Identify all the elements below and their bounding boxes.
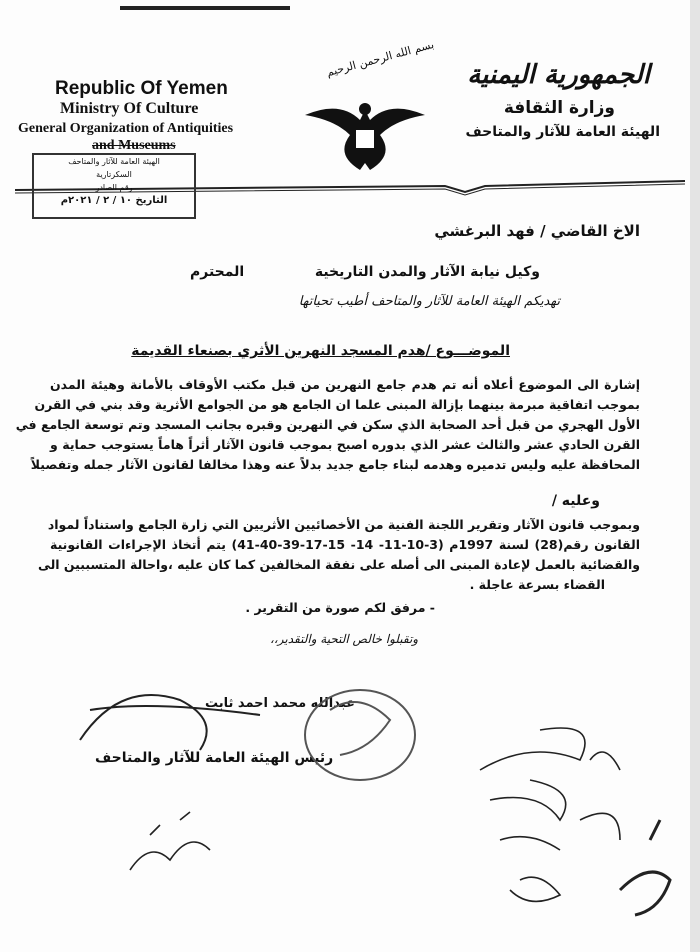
letterhead-en-ministry: Ministry Of Culture xyxy=(60,100,199,117)
stamp-line: رقم الصادر xyxy=(95,183,133,192)
body-line: القضاء بسرعة عاجلة . xyxy=(469,577,605,592)
letterhead-ar-country: الجمهورية اليمنية xyxy=(467,60,650,90)
addressee-honorific: المحترم xyxy=(190,264,245,280)
stamp-line: السكرتارية xyxy=(96,170,132,179)
letterhead-ar-ministry: وزارة الثقافة xyxy=(503,98,615,118)
basmala: بسم الله الرحمن الرحيم xyxy=(325,37,436,80)
signatory-title: رئيس الهيئة العامة للآثار والمتاحف xyxy=(95,750,334,766)
letterhead-en-country: Republic Of Yemen xyxy=(55,78,228,99)
attachment-note: - مرفق لكم صورة من التقرير . xyxy=(245,600,435,615)
stamp-date: التاريخ ١٠ / ٢ / ٢٠٢١م xyxy=(60,195,168,206)
closing: وتقبلوا خالص التحية والتقدير،، xyxy=(270,632,419,646)
body-line: إشارة الى الموضوع أعلاه أنه تم هدم جامع النهرين من قبل مكتب الأوقاف بالأمانة وهيئة المدن xyxy=(50,377,640,392)
addressee-title: وكيل نيابة الآثار والمدن التاريخية xyxy=(314,264,540,280)
body-line: والقضائية بالعمل لإعادة المبنى الى أصله على نفقة المخالفين كما كان عليه ،واحالة المتسببين الى xyxy=(37,557,640,572)
handwritten-signatures-icon xyxy=(60,640,700,940)
body-line: بموجب اتفاقية مبرمة بينهما بإزالة المبنى علما ان الجامع هو من الجوامع الأثرية وقد بني في القرن xyxy=(34,397,640,412)
body-line: وبموجب قانون الآثار وتقرير اللجنة الفنية من الأخصائيين الأثريين التي زارة الجامع واستناداً لمواد xyxy=(47,517,640,532)
greeting: تهديكم الهيئة العامة للآثار والمتاحف أطيب تحياتها xyxy=(298,294,560,309)
stamp-line: الهيئة العامة للآثار والمتاحف xyxy=(68,157,160,166)
body-line: المحافظة عليه وليس تدميره وهدمه لبناء جامع جديد بدلاً عنه وهذا مخالفا لقانون الآثار جمله وتفصيلاً xyxy=(30,457,640,472)
letterhead-ar-org: الهيئة العامة للآثار والمتاحف xyxy=(465,124,660,140)
top-scan-mark xyxy=(120,6,290,10)
signatory-name: عبدالله محمد احمد ثابت xyxy=(205,696,355,711)
letterhead-en-org: General Organization of Antiquities xyxy=(18,121,234,136)
addressee-name: الاخ القاضي / فهد البرغشي xyxy=(434,222,640,240)
letterhead-en-org2: and Museums xyxy=(92,138,176,153)
registry-stamp xyxy=(32,153,196,219)
subject: الموضـــوع /هدم المسجد النهرين الأثري بصنعاء القديمة xyxy=(131,343,510,359)
body-line: القرن الحادي عشر والثالث عشر الذي بدوره اصبح بموجب قانون الآثار أثراً هاماً يستوجب حماية و xyxy=(50,437,640,452)
therefore-heading: وعليه / xyxy=(551,493,600,509)
yemen-emblem-icon xyxy=(300,95,430,175)
body-line: القانون رقم(28) لسنة 1997م (3-10-11- 14- 15-17-39-40-41) يتم أتخاذ الإجراءات القانونية xyxy=(50,537,640,552)
body-line: الأول الهجري من قبل أحد الصحابة الذي سكن في النهرين وقبره بجانب المسجد وتم توسعة الجامع في xyxy=(15,417,640,432)
